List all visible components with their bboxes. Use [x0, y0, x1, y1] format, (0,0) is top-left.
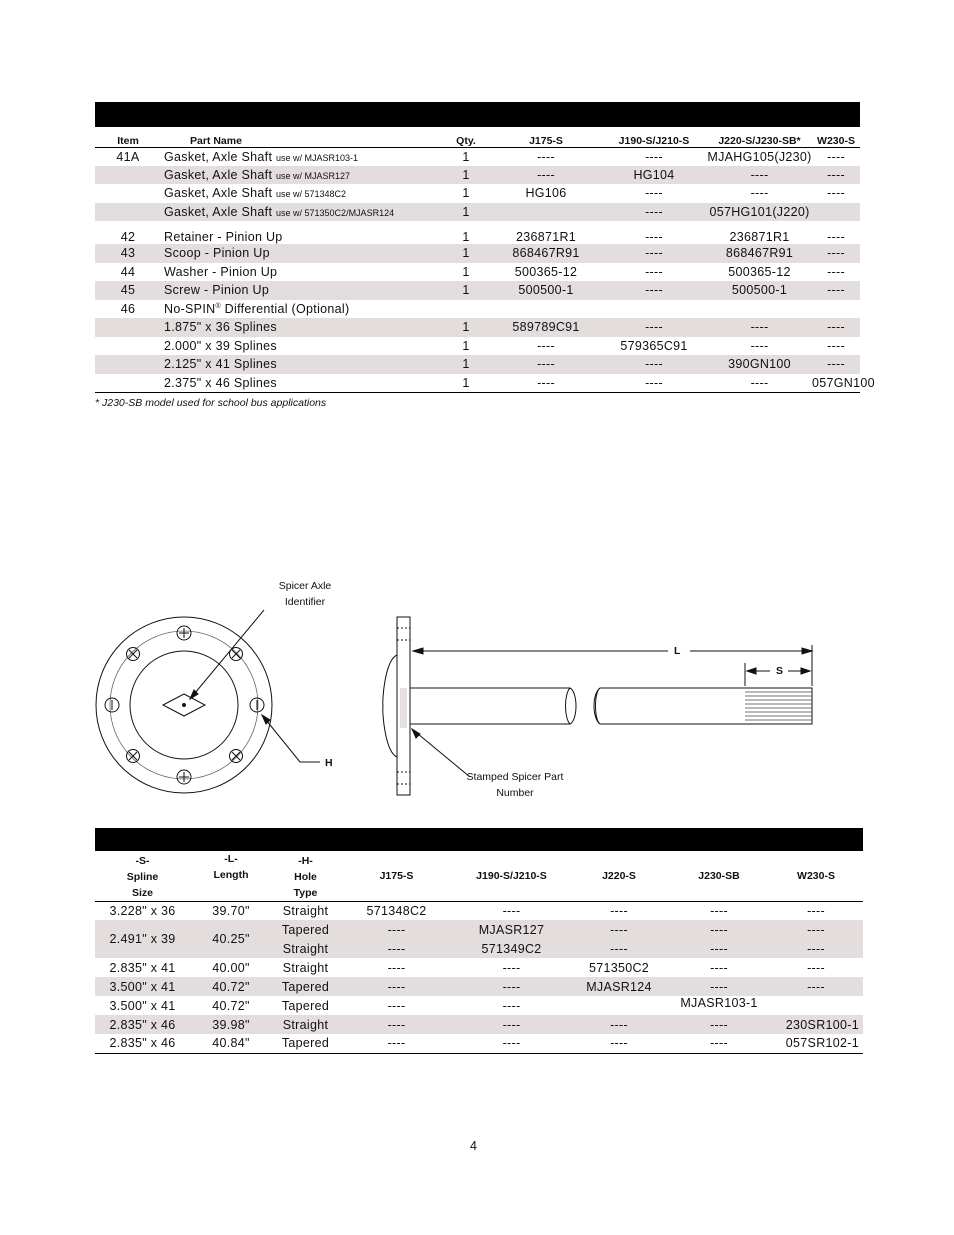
cell-j175: [491, 203, 601, 222]
table-row: [95, 166, 860, 185]
cell-item: [95, 374, 161, 393]
cell-part-name: 1.875" x 36 Splines: [161, 318, 441, 337]
label-stamped-line1: Stamped Spicer Part: [466, 771, 564, 783]
cell-j190: ----: [601, 281, 707, 300]
cell-w230: ----: [807, 903, 825, 918]
label-stamped-part-number: [465, 769, 565, 801]
cell-j190: ----: [645, 149, 663, 164]
cell-j190: ----: [502, 960, 521, 975]
parts-table: [95, 127, 875, 393]
cell-j220: ----: [707, 318, 812, 337]
header-j175: J175-S: [339, 851, 454, 901]
cell-j220: ----: [569, 939, 669, 958]
bolt-hole: [127, 648, 140, 661]
cell-j230: ----: [710, 903, 728, 918]
cell-length: 40.00": [212, 960, 250, 975]
cell-w230: ----: [827, 149, 845, 164]
cell-length: 40.84": [190, 1034, 272, 1053]
cell-w230: [769, 996, 863, 1015]
cell-qty: 1: [462, 264, 470, 279]
bolt-hole: [230, 750, 243, 763]
cell-j175: 589789C91: [491, 318, 601, 337]
table-row: [95, 281, 860, 300]
header-j220: J220-S/J230-SB*: [707, 127, 812, 147]
shaft-table-title-bar: [95, 828, 863, 851]
cell-j190: ----: [454, 1015, 569, 1034]
table-row: [95, 996, 863, 1015]
cell-w230: ----: [812, 281, 860, 300]
cell-j220: 500365-12: [728, 264, 791, 279]
table-row: [95, 263, 860, 282]
cell-j190: ----: [454, 1034, 569, 1053]
cell-spline: 3.500" x 41: [95, 977, 190, 996]
cell-j175: ----: [339, 1034, 454, 1053]
header-hole-type: -H- Hole Type: [272, 851, 339, 901]
cell-length: 40.72": [212, 998, 250, 1013]
cell-w230: ----: [827, 338, 845, 353]
table-row: [95, 184, 860, 203]
label-stamped-line2: Number: [496, 787, 534, 799]
cell-spline: 2.835" x 46: [95, 1015, 190, 1034]
cell-hole: Straight: [282, 903, 329, 918]
header-part-name: Part Name: [161, 127, 441, 147]
cell-j220: ----: [750, 338, 769, 353]
header-w230: W230-S: [769, 851, 863, 901]
cell-j220: 390GN100: [707, 355, 812, 374]
cell-spline: 2.491" x 39: [95, 920, 190, 958]
header-j190: J190-S/J210-S: [601, 127, 707, 147]
cell-part-name: Gasket, Axle Shaft use w/ MJASR103-1: [164, 149, 359, 164]
cell-spline: 2.835" x 41: [109, 960, 176, 975]
flange-face-view: [96, 610, 320, 793]
cell-w230: ----: [827, 264, 845, 279]
cell-qty: 1: [441, 318, 491, 337]
cell-j190: ----: [645, 186, 663, 201]
cell-qty: 1: [462, 149, 470, 164]
cell-w230: ----: [812, 166, 860, 185]
label-axle-identifier: [270, 578, 340, 610]
cell-j220: 500500-1: [707, 281, 812, 300]
cell-j220: ----: [707, 374, 812, 393]
parts-table-header: [95, 127, 860, 147]
cell-w230: [812, 203, 860, 222]
cell-qty: 1: [441, 203, 491, 222]
cell-j220: MJAHG105(J230): [707, 149, 812, 164]
cell-j220: 868467R91: [707, 244, 812, 263]
cell-length: 39.98": [190, 1015, 272, 1034]
cell-j220: ----: [569, 920, 669, 939]
cell-spline: 3.500" x 41: [109, 998, 176, 1013]
table-row: [95, 203, 860, 222]
cell-j190: ----: [601, 203, 707, 222]
header-w230: W230-S: [812, 127, 860, 147]
label-h: H: [325, 757, 333, 769]
cell-hole: Tapered: [272, 920, 339, 939]
cell-hole: Tapered: [272, 1034, 339, 1053]
cell-j190: ----: [645, 230, 663, 244]
bolt-hole: [177, 626, 191, 640]
cell-j190: HG104: [601, 166, 707, 185]
header-j230: J230-SB: [669, 851, 769, 901]
table-row: [95, 337, 860, 356]
cell-j190: 571349C2: [454, 939, 569, 958]
footnote: * J230-SB model used for school bus applications: [95, 397, 327, 409]
cell-j190: ----: [601, 244, 707, 263]
header-j190: J190-S/J210-S: [454, 851, 569, 901]
cell-j220: 057HG101(J220): [707, 203, 812, 222]
cell-j230: ----: [710, 960, 728, 975]
cell-j175: HG106: [525, 186, 567, 201]
cell-j220: [707, 300, 812, 319]
table-row: [95, 1015, 863, 1034]
cell-item: 45: [95, 281, 161, 300]
bolt-hole: [250, 698, 264, 712]
cell-j175: 500500-1: [491, 281, 601, 300]
cell-j190: MJASR127: [454, 920, 569, 939]
cell-j175: ----: [537, 338, 555, 353]
cell-j190: ----: [601, 355, 707, 374]
cell-j190: ----: [601, 374, 707, 393]
cell-j175: ----: [491, 374, 601, 393]
header-length: -L- Length: [190, 851, 272, 901]
spline-teeth: [745, 692, 812, 720]
bolt-hole: [177, 770, 191, 784]
cell-j190: ----: [645, 264, 663, 279]
cell-w230: ----: [827, 230, 845, 244]
cell-part-name: Scoop - Pinion Up: [161, 244, 441, 263]
cell-j220: ----: [707, 166, 812, 185]
cell-length: 39.70": [212, 903, 250, 918]
shaft-side-view: [383, 617, 812, 795]
cell-j175: 571348C2: [366, 903, 427, 918]
cell-qty: 1: [441, 355, 491, 374]
cell-item: [95, 203, 161, 222]
cell-length: 40.25": [190, 920, 272, 958]
cell-qty: 1: [462, 186, 470, 201]
cell-j190: ----: [454, 977, 569, 996]
table-row: [95, 355, 860, 374]
cell-qty: 1: [441, 244, 491, 263]
cell-part-name: No-SPIN® Differential (Optional): [164, 301, 350, 316]
cell-w230: [812, 300, 860, 319]
cell-j220: 236871R1: [729, 230, 790, 244]
label-l: L: [674, 645, 681, 657]
label-identifier-line1: Spicer Axle: [278, 580, 332, 592]
cell-j175: ----: [537, 149, 555, 164]
cell-j190: ----: [601, 318, 707, 337]
cell-item: [95, 337, 161, 356]
cell-j220: [569, 996, 669, 1015]
table-row: [95, 244, 860, 263]
shaft-table-header: [95, 851, 863, 901]
cell-part-name: Screw - Pinion Up: [161, 281, 441, 300]
cell-j230: ----: [669, 920, 769, 939]
cell-item: [95, 184, 161, 203]
cell-hole: Straight: [272, 939, 339, 958]
cell-w230: 230SR100-1: [769, 1015, 863, 1034]
cell-hole: Straight: [282, 960, 329, 975]
cell-j190: ----: [502, 998, 521, 1013]
cell-part-name: Gasket, Axle Shaft use w/ 571348C2: [164, 186, 347, 201]
table-row: [95, 318, 860, 337]
label-identifier-line2: Identifier: [284, 596, 326, 608]
label-s: S: [776, 665, 784, 677]
cell-item: 43: [95, 244, 161, 263]
header-j220: J220-S: [569, 851, 669, 901]
cell-qty: 1: [441, 281, 491, 300]
cell-j175: 868467R91: [491, 244, 601, 263]
cell-part-name: Gasket, Axle Shaft use w/ 571350C2/MJASR124: [161, 203, 441, 222]
cell-item: 41A: [116, 149, 140, 164]
cell-j175: 236871R1: [515, 230, 577, 244]
cell-j230: ----: [669, 1015, 769, 1034]
cell-j175: [491, 300, 601, 319]
bolt-hole: [105, 698, 119, 712]
cell-spline: 3.228" x 36: [109, 903, 176, 918]
cell-j220: ----: [569, 1015, 669, 1034]
page-number: 4: [470, 1139, 477, 1153]
cell-j230: ----: [669, 1034, 769, 1053]
cell-item: 44: [120, 264, 136, 279]
cell-w230: ----: [807, 960, 825, 975]
table-row: [95, 958, 863, 977]
cell-hole: Tapered: [272, 977, 339, 996]
header-qty: Qty.: [441, 127, 491, 147]
cell-j190: 579365C91: [620, 338, 688, 353]
cell-j175: 500365-12: [514, 264, 578, 279]
cell-j230: MJASR103-1: [680, 996, 758, 1010]
cell-j220: ----: [569, 1034, 669, 1053]
cell-j175: ----: [387, 998, 406, 1013]
header-spline-size: -S- Spline Size: [95, 851, 190, 901]
cell-item: [95, 166, 161, 185]
cell-w230: ----: [812, 355, 860, 374]
cell-part-name: Washer - Pinion Up: [164, 264, 278, 279]
cell-w230: ----: [812, 318, 860, 337]
cell-j175: ----: [339, 939, 454, 958]
cell-length: 40.72": [190, 977, 272, 996]
table-row: [95, 147, 860, 166]
cell-qty: 1: [441, 374, 491, 393]
cell-j190: ----: [502, 903, 521, 918]
cell-item: 42: [120, 230, 136, 244]
cell-part-name: Retainer - Pinion Up: [164, 230, 283, 244]
cell-qty: 1: [441, 166, 491, 185]
table-row: [95, 221, 860, 244]
cell-qty: [441, 300, 491, 319]
bolt-hole: [127, 750, 140, 763]
cell-hole: Straight: [272, 1015, 339, 1034]
cell-j175: ----: [387, 960, 406, 975]
table-row: [95, 901, 863, 920]
cell-item: 46: [120, 301, 136, 316]
cell-qty: 1: [462, 230, 470, 244]
cell-w230: ----: [769, 920, 863, 939]
cell-j175: ----: [339, 977, 454, 996]
cell-j175: ----: [491, 355, 601, 374]
cell-item: [95, 318, 161, 337]
parts-table-title-bar: [95, 102, 860, 127]
cell-j220: MJASR124: [569, 977, 669, 996]
cell-part-name: Gasket, Axle Shaft use w/ MJASR127: [161, 166, 441, 185]
axle-shaft-diagram: [90, 570, 830, 810]
cell-part-name: 2.125" x 41 Splines: [161, 355, 441, 374]
cell-j230: ----: [669, 977, 769, 996]
table-row: [95, 977, 863, 996]
header-j175: J175-S: [491, 127, 601, 147]
cell-j220: ----: [750, 186, 769, 201]
cell-w230: ----: [812, 244, 860, 263]
cell-j220: ----: [610, 903, 628, 918]
cell-w230: 057SR102-1: [769, 1034, 863, 1053]
cell-j230: ----: [669, 939, 769, 958]
cell-qty: 1: [462, 338, 470, 353]
table-row: [95, 300, 860, 319]
cell-w230: 057GN100: [812, 374, 860, 393]
cell-w230: ----: [769, 939, 863, 958]
cell-item: [95, 355, 161, 374]
cell-part-name: 2.375" x 46 Splines: [161, 374, 441, 393]
cell-j175: ----: [339, 1015, 454, 1034]
cell-spline: 2.835" x 46: [95, 1034, 190, 1053]
header-item: Item: [95, 127, 161, 147]
cell-w230: ----: [827, 186, 845, 201]
cell-j220: 571350C2: [588, 960, 650, 975]
cell-hole: Tapered: [281, 998, 330, 1013]
table-row: [95, 920, 863, 939]
table-row: [95, 374, 860, 393]
shaft-table: [95, 851, 863, 1054]
cell-j190: [601, 300, 707, 319]
table-row: [95, 1034, 863, 1053]
cell-w230: ----: [769, 977, 863, 996]
cell-j175: ----: [491, 166, 601, 185]
cell-j175: ----: [339, 920, 454, 939]
cell-part-name: 2.000" x 39 Splines: [164, 338, 277, 353]
